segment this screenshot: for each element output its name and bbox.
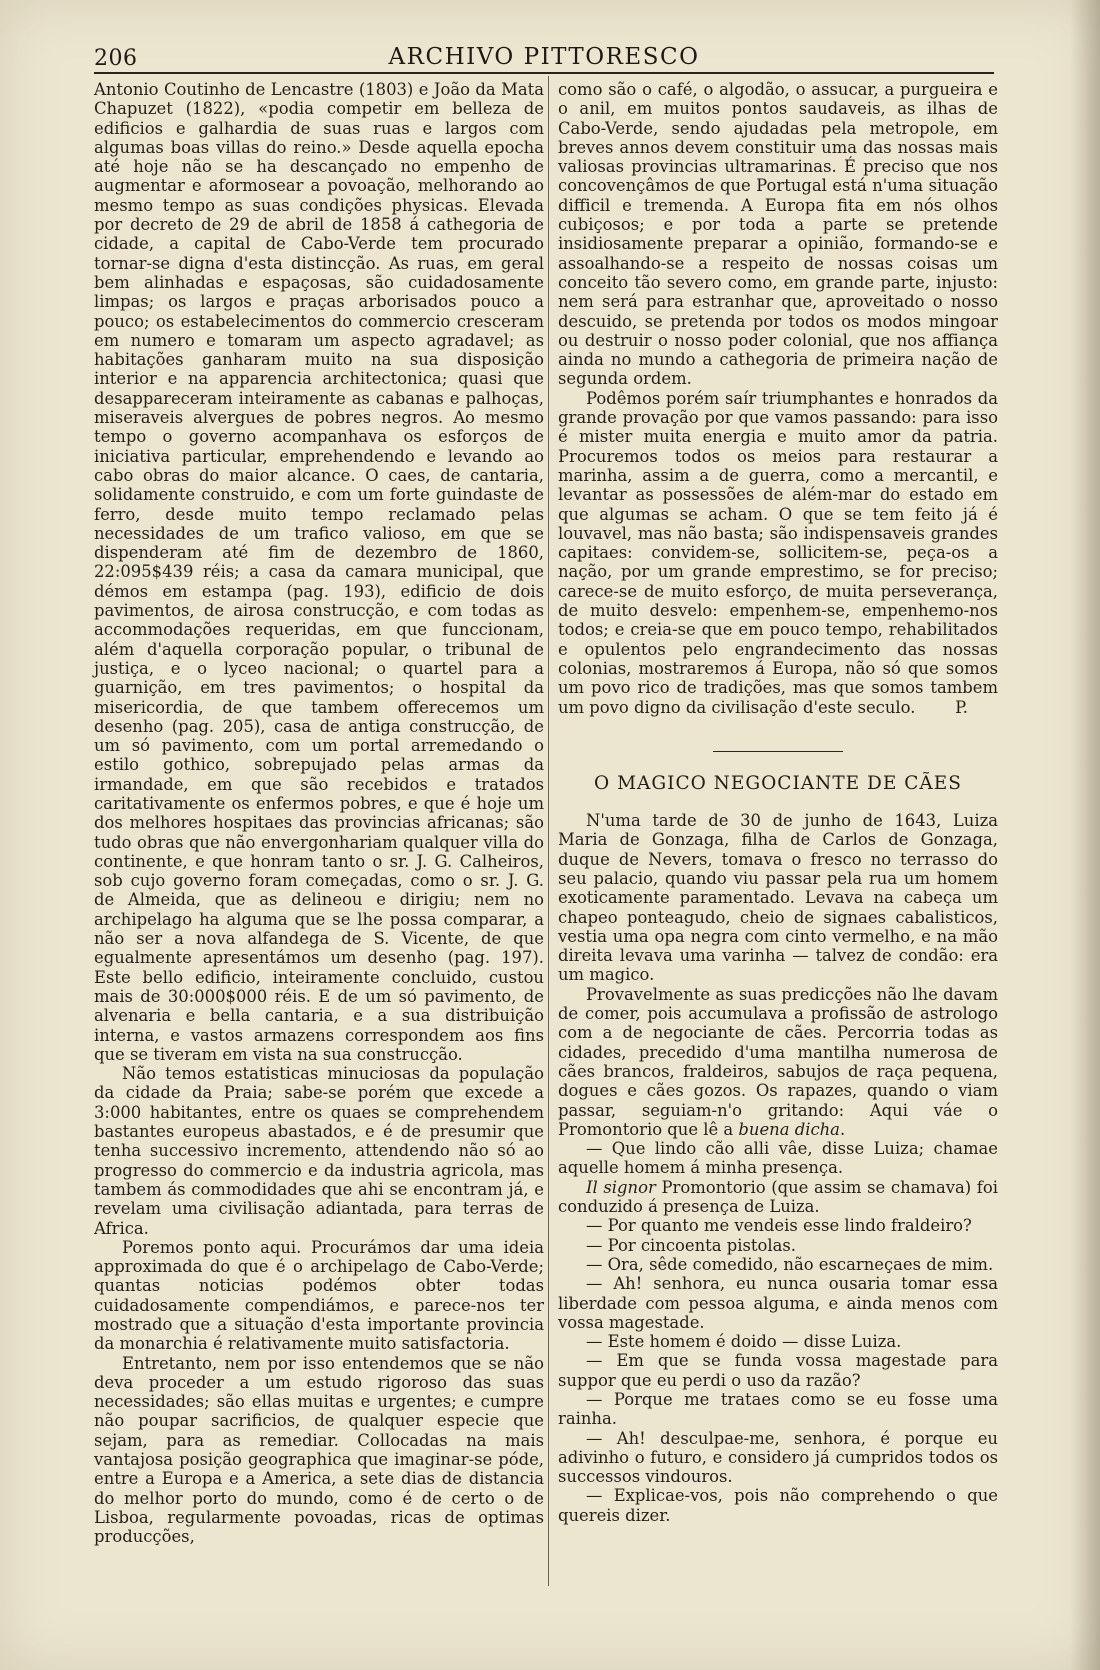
dialogue-line: — Ah! desculpae-me, senhora, é porque eu adivinho o futuro, e considero já cumpridos todos os successos vindouros.: [558, 1428, 998, 1487]
dialogue-line: — Este homem é doido — disse Luiza.: [586, 1332, 902, 1352]
page-header: [94, 42, 994, 72]
column-divider: [548, 76, 549, 1586]
dialogue-line: — Em que se funda vossa magestade para suppor que eu perdi o uso da razão?: [558, 1351, 998, 1390]
paragraph-text: Promontorio (que assim se chamava) foi conduzido á presença de Luiza.: [558, 1177, 998, 1217]
paragraph: como são o café, o algodão, o assucar, a purgueira e o anil, em muitos pontos saudaveis, as ilhas de Cabo-Verde, sendo ajudadas pela metropole, em breves annos devem constituir uma das nossas mais valiosas provincias ultramarinas. É preciso que nos concovençâmos de que Portugal está n'uma situação difficil e tremenda. A Europa fita em nós olhos cubiçosos; e por toda a parte se pretende insidiosamente preparar a opinião, formando-se e assoalhando-se a respeito de nossas coisas um conceito tão severo como, em grande parte, injusto: nem será para estranhar que, aproveitado o nosso descuido, se pretenda por todos os modos mingoar ou destruir o nosso poder colonial, que nos affiança ainda no mundo a cathegoria de primeira nação de segunda ordem.: [558, 80, 998, 389]
dialogue-line: — Explicae-vos, pois não comprehendo o que quereis dizer.: [558, 1486, 998, 1525]
italic-phrase: buena dicha: [738, 1119, 840, 1139]
article-title: O MAGICO NEGOCIANTE DE CÃES: [594, 772, 962, 794]
paragraph: Antonio Coutinho de Lencastre (1803) e João da Mata Chapuzet (1822), «podia competir em belleza de edificios e galhardia de suas ruas e largos com algumas boas villas do reino.» Desde aquella epocha até hoje não se ha descançado no empenho de augmentar e aformosear a povoação, melhorando ao mesmo tempo as suas condições physicas. Elevada por decreto de 29 de abril de 1858 á cathegoria de cidade, a capital de Cabo-Verde tem procurado tornar-se digna d'esta distincção. As ruas, em geral bem alinhadas e espaçosas, são cuidadosamente limpas; os largos e praças arborisados pouco a pouco; os estabelecimentos do commercio cresceram em numero e tomaram um aspecto agradavel; as habitações ganharam muito na sua disposição interior e na apparencia architectonica; quasi que desappareceram inteiramente as cabanas e palhoças, miseraveis alvergues de pobres negros. Ao mesmo tempo o governo acompanhava os esforços de iniciativa particular, emprehendendo e levando ao cabo obras do maior alcance. O caes, de cantaria, solidamente construido, e com um forte guindaste de ferro, desde muito tempo reclamado pelas necessidades de um trafico valioso, em que se dispenderam até fim de dezembro de 1860, 22:095$439 réis; a casa da camara municipal, que démos em estampa (pag. 193), edificio de dois pavimentos, de airosa construcção, e com todas as accommodações requeridas, em que funccionam, além d'aquella corporação popular, o tribunal de justiça, e o lyceo nacional; o quartel para a guarnição, em tres pavimentos; o hospital da misericordia, de que tambem offerecemos um desenho (pag. 205), casa de antiga construcção, de um só pavimento, com um portal arremedando o estilo gothico, sobrepujado pelas armas da irmandade, em que são recebidos e tratados caritativamente os enfermos pobres, e que é hoje um dos melhores hospitaes das provincias africanas; são tudo obras que não envergonhariam qualquer villa do continente, e que honram tanto o sr. J. G. Calheiros, sob cujo governo foram começadas, como o sr. J. G. de Almeida, que as delineou e dirigiu; nem no archipelago ha alguma que se lhe possa comparar, a não ser a nova alfandega de S. Vicente, de que egualmente apresentámos um desenho (pag. 197). Este bello edificio, inteiramente concluido, custou mais de 30:000$000 réis. E de um só pavimento, de alvenaria e bella cantaria, e a sua distribuição interna, e vastos armazens correspondem aos fins que se tiveram em vista na sua construcção.: [94, 80, 544, 1064]
italic-phrase: Il signor: [586, 1177, 656, 1197]
page-number: 206: [94, 46, 138, 71]
dialogue-line: — Por quanto me vendeis esse lindo fraldeiro?: [586, 1216, 972, 1236]
paragraph: [558, 985, 998, 1139]
left-column: [94, 80, 544, 1547]
punctuation: .: [839, 1119, 846, 1139]
dialogue-line: — Ah! senhora, eu nunca ousaria tomar essa liberdade com pessoa alguma, e ainda menos com vossa magestade.: [558, 1274, 998, 1332]
paragraph-text: Provavelmente as suas predicções não lhe davam de comer, pois accumulava a profissão de astrologo com a de negociante de cães. Percorria todas as cidades, precedido d'uma mantilha numerosa de cães brancos, fraldeiros, sabujos de raça pequena, dogues e cães gozos. Os rapazes, quando o viam passar, seguiam-n'o gritando: Aqui váe o Promontorio que lê a: [558, 984, 998, 1139]
right-column: [558, 80, 998, 1525]
paragraph: N'uma tarde de 30 de junho de 1643, Luiza Maria de Gonzaga, filha de Carlos de Gonzaga, duque de Nevers, tomava o fresco no terrasso do seu palacio, quando viu passar pela rua um homem exoticamente paramentado. Levava na cabeça um chapeo ponteagudo, cheio de signaes cabalisticos, vestia uma opa negra com cinto vermelho, e na mão direita levava uma varinha — talvez de condão: era um magico.: [558, 811, 998, 985]
author-signature: P.: [955, 697, 968, 717]
running-title: ARCHIVO PITTORESCO: [388, 44, 700, 70]
dialogue-line: — Que lindo cão alli vâe, disse Luiza; chamae aquelle homem á minha presença.: [558, 1139, 998, 1178]
section-divider: [713, 751, 843, 752]
paragraph: Poremos ponto aqui. Procurámos dar uma ideia approximada do que é o archipelago de Cabo-Verde; quantas noticias podémos obter todas cuidadosamente compendiámos, e parece-nos ter mostrado que a situação d'esta importante provincia da monarchia é relativamente muito satisfactoria.: [94, 1237, 544, 1354]
dialogue-line: — Por cincoenta pistolas.: [586, 1235, 796, 1255]
dialogue-line: — Porque me trataes como se eu fosse uma rainha.: [558, 1390, 998, 1429]
paragraph: Não temos estatisticas minuciosas da população da cidade da Praia; sabe-se porém que excede a 3:000 habitantes, entre os quaes se comprehendem bastantes europeus abastados, e é de presumir que tenha successivo incremento, attendendo não só ao progresso do commercio e da industria agricola, mas tambem ás commodidades que ahi se encontram já, e revelam uma civilisação adiantada, para terras de Africa.: [94, 1064, 544, 1238]
paragraph: Podêmos porém saír triumphantes e honrados da grande provação por que vamos passando: para isso é mister muita energia e muito amor da patria. Procuremos todos os meios para restaurar a marinha, assim a de guerra, como a mercantil, e levantar as possessões de além-mar do estado em que algumas se acham. O que se tem feito já é louvavel, mas não basta; são indispensaveis grandes capitaes: convidem-se, sollicitem-se, peça-os a nação, por um grande emprestimo, se for preciso; carece-se de muito esforço, de muita perseverança, de muito desvelo: empenhem-se, empenhemo-nos todos; e creia-se que em pouco tempo, rehabilitados e opulentos pelo engrandecimento das nossas colonias, mostraremos á Europa, não só que somos um povo rico de tradições, mas que somos tambem um povo digno da civilisação d'este seculo.: [558, 388, 998, 717]
paragraph: Entretanto, nem por isso entendemos que se não deva proceder a um estudo rigoroso das suas necessidades; são ellas muitas e urgentes; e cumpre não poupar sacrificios, de qualquer especie que sejam, para as remediar. Collocadas na mais vantajosa posição geographica que imaginar-se póde, entre a Europa e a America, a sete dias de distancia do melhor porto do mundo, como é de certo o de Lisboa, regularmente povoadas, ricas de optimas producções,: [94, 1353, 544, 1547]
dialogue-line: — Ora, sêde comedido, não escarneçaes de mim.: [586, 1254, 994, 1274]
header-rule: [94, 72, 994, 74]
paragraph: [558, 1178, 998, 1217]
